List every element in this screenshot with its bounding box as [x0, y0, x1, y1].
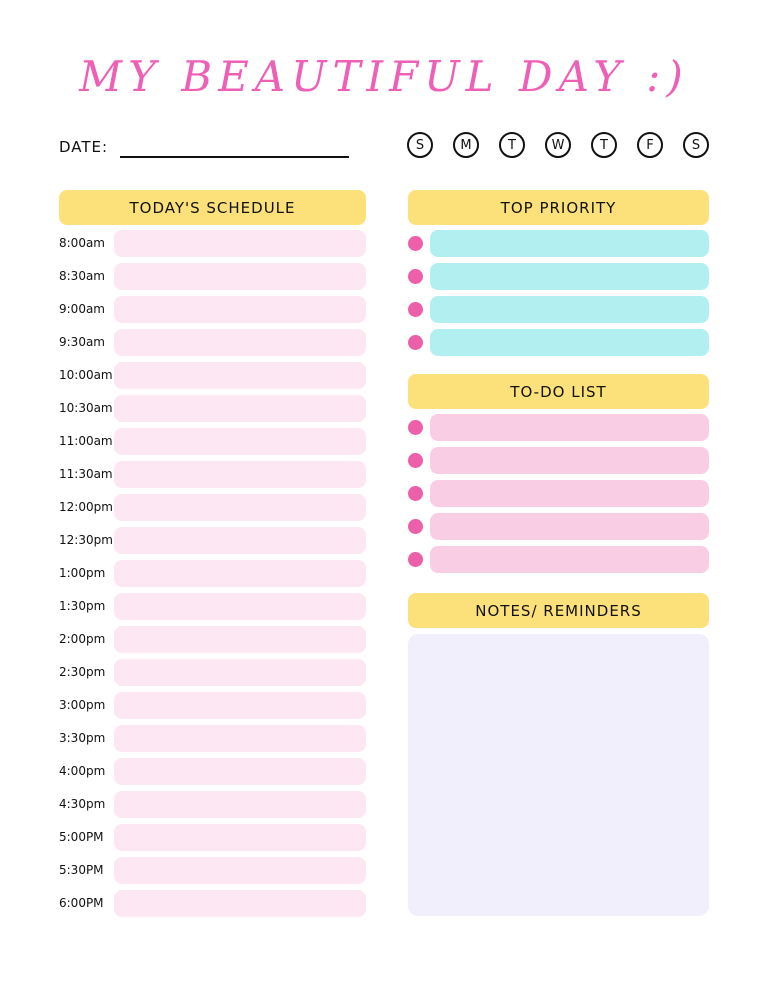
- slot-time: 9:00am: [59, 302, 105, 316]
- schedule-slot: [59, 395, 366, 422]
- schedule-slot: [59, 362, 366, 389]
- day-monday[interactable]: M: [453, 132, 479, 158]
- slot-time: 9:30am: [59, 335, 105, 349]
- slot-time: 10:30am: [59, 401, 113, 415]
- slot-time: 8:30am: [59, 269, 105, 283]
- slot-entry[interactable]: [114, 593, 366, 620]
- day-friday[interactable]: F: [637, 132, 663, 158]
- schedule-slot: [59, 725, 366, 752]
- slot-time: 10:00am: [59, 368, 113, 382]
- slot-time: 5:00PM: [59, 830, 104, 844]
- schedule-slot: [59, 461, 366, 488]
- bullet-icon: [408, 335, 423, 350]
- todo-entry[interactable]: [430, 513, 709, 540]
- day-sunday[interactable]: S: [407, 132, 433, 158]
- bullet-icon: [408, 552, 423, 567]
- priority-entry[interactable]: [430, 263, 709, 290]
- priority-entry[interactable]: [430, 329, 709, 356]
- slot-entry[interactable]: [114, 395, 366, 422]
- schedule-header: TODAY'S SCHEDULE: [59, 190, 366, 225]
- slot-time: 4:30pm: [59, 797, 106, 811]
- schedule-slot: [59, 230, 366, 257]
- slot-entry[interactable]: [114, 890, 366, 917]
- todo-entry[interactable]: [430, 447, 709, 474]
- day-thursday[interactable]: T: [591, 132, 617, 158]
- slot-time: 8:00am: [59, 236, 105, 250]
- schedule-slot: [59, 527, 366, 554]
- slot-entry[interactable]: [114, 659, 366, 686]
- schedule-slot: [59, 659, 366, 686]
- schedule-slot: [59, 890, 366, 917]
- slot-entry[interactable]: [114, 263, 366, 290]
- page-title: MY BEAUTIFUL DAY :): [79, 52, 689, 101]
- schedule-slot: [59, 296, 366, 323]
- notes-area[interactable]: [408, 634, 709, 916]
- todo-item: [407, 414, 709, 441]
- slot-time: 1:00pm: [59, 566, 106, 580]
- slot-time: 11:00am: [59, 434, 113, 448]
- priority-item: [407, 296, 709, 323]
- schedule-slot: [59, 494, 366, 521]
- schedule-slot: [59, 329, 366, 356]
- schedule-slot: [59, 263, 366, 290]
- bullet-icon: [408, 269, 423, 284]
- slot-entry[interactable]: [114, 494, 366, 521]
- todo-entry[interactable]: [430, 414, 709, 441]
- schedule-slot: [59, 758, 366, 785]
- todo-entry[interactable]: [430, 546, 709, 573]
- schedule-slot: [59, 593, 366, 620]
- todo-list-header: TO-DO LIST: [408, 374, 709, 409]
- priority-item: [407, 230, 709, 257]
- schedule-slot: [59, 626, 366, 653]
- schedule-slot: [59, 692, 366, 719]
- bullet-icon: [408, 486, 423, 501]
- day-wednesday[interactable]: W: [545, 132, 571, 158]
- slot-entry[interactable]: [114, 791, 366, 818]
- slot-entry[interactable]: [114, 626, 366, 653]
- slot-entry[interactable]: [114, 230, 366, 257]
- slot-entry[interactable]: [114, 758, 366, 785]
- slot-entry[interactable]: [114, 296, 366, 323]
- schedule-slot: [59, 824, 366, 851]
- schedule-slot: [59, 857, 366, 884]
- weekday-selector: [407, 132, 710, 158]
- slot-entry[interactable]: [114, 329, 366, 356]
- slot-entry[interactable]: [114, 857, 366, 884]
- slot-time: 11:30am: [59, 467, 113, 481]
- todo-item: [407, 447, 709, 474]
- slot-entry[interactable]: [114, 428, 366, 455]
- slot-entry[interactable]: [114, 692, 366, 719]
- priority-entry[interactable]: [430, 230, 709, 257]
- bullet-icon: [408, 519, 423, 534]
- slot-time: 2:00pm: [59, 632, 106, 646]
- date-field-line[interactable]: [120, 156, 349, 158]
- slot-time: 1:30pm: [59, 599, 106, 613]
- slot-time: 12:00pm: [59, 500, 113, 514]
- todo-entry[interactable]: [430, 480, 709, 507]
- slot-time: 3:00pm: [59, 698, 106, 712]
- slot-time: 3:30pm: [59, 731, 106, 745]
- slot-entry[interactable]: [114, 824, 366, 851]
- slot-time: 12:30pm: [59, 533, 113, 547]
- schedule-slot: [59, 791, 366, 818]
- slot-entry[interactable]: [114, 362, 366, 389]
- todo-item: [407, 546, 709, 573]
- bullet-icon: [408, 236, 423, 251]
- slot-time: 6:00PM: [59, 896, 104, 910]
- top-priority-header: TOP PRIORITY: [408, 190, 709, 225]
- slot-entry[interactable]: [114, 725, 366, 752]
- notes-header: NOTES/ REMINDERS: [408, 593, 709, 628]
- schedule-slot: [59, 560, 366, 587]
- bullet-icon: [408, 453, 423, 468]
- date-label: DATE:: [59, 138, 109, 156]
- priority-item: [407, 329, 709, 356]
- slot-entry[interactable]: [114, 560, 366, 587]
- bullet-icon: [408, 302, 423, 317]
- todo-item: [407, 480, 709, 507]
- priority-item: [407, 263, 709, 290]
- day-tuesday[interactable]: T: [499, 132, 525, 158]
- day-saturday[interactable]: S: [683, 132, 709, 158]
- slot-time: 5:30PM: [59, 863, 104, 877]
- slot-time: 2:30pm: [59, 665, 106, 679]
- priority-entry[interactable]: [430, 296, 709, 323]
- todo-item: [407, 513, 709, 540]
- slot-entry[interactable]: [114, 461, 366, 488]
- slot-time: 4:00pm: [59, 764, 106, 778]
- schedule-slot: [59, 428, 366, 455]
- bullet-icon: [408, 420, 423, 435]
- slot-entry[interactable]: [114, 527, 366, 554]
